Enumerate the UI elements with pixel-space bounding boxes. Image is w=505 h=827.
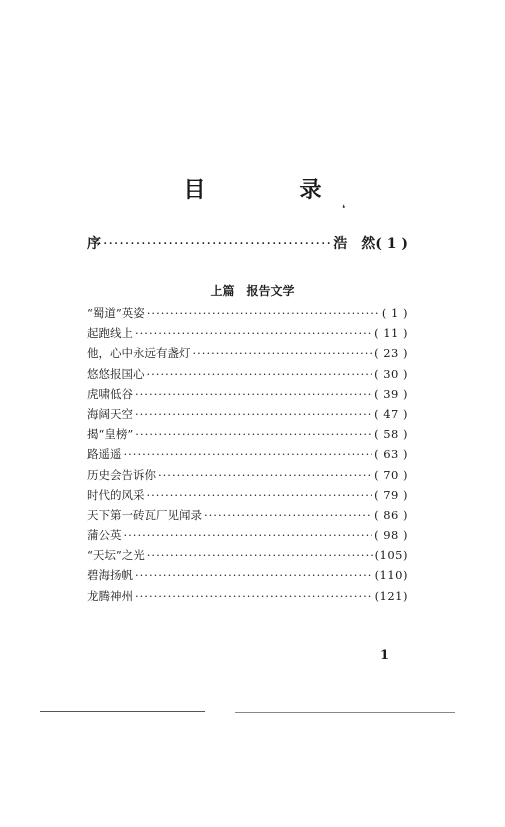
print-speck: ❛ bbox=[342, 204, 346, 215]
toc-entry bbox=[87, 305, 408, 325]
dot-leader bbox=[147, 548, 373, 562]
toc-list bbox=[87, 305, 408, 608]
toc-entry bbox=[87, 547, 408, 567]
dot-leader bbox=[158, 468, 372, 482]
toc-entry-title: 蒲公英 bbox=[87, 528, 122, 543]
page-title: 目 录 bbox=[183, 178, 358, 203]
dot-leader bbox=[147, 488, 373, 502]
toc-entry-page: ( 1 ) bbox=[381, 306, 408, 320]
toc-entry-page: (121) bbox=[374, 588, 408, 603]
dot-leader bbox=[135, 589, 373, 603]
toc-entry-title: 碧海扬帆 bbox=[87, 568, 133, 583]
dot-leader bbox=[135, 407, 372, 421]
bottom-rule bbox=[235, 712, 455, 713]
toc-entry-page: (105) bbox=[374, 548, 408, 563]
toc-entry bbox=[87, 345, 408, 365]
toc-entry-page: ( 58 ) bbox=[374, 427, 408, 442]
dot-leader bbox=[124, 447, 373, 461]
toc-entry-page: ( 98 ) bbox=[374, 528, 408, 543]
dot-leader bbox=[124, 528, 373, 542]
toc-entry-title: 揭“皇榜” bbox=[87, 427, 134, 442]
bottom-rule bbox=[40, 711, 205, 712]
toc-entry-page: ( 47 ) bbox=[374, 406, 408, 421]
toc-entry-title: 历史会告诉你 bbox=[87, 467, 156, 482]
toc-entry bbox=[87, 467, 408, 487]
toc-entry-page: ( 39 ) bbox=[374, 386, 408, 401]
toc-entry bbox=[87, 588, 408, 608]
toc-entry bbox=[87, 386, 408, 406]
toc-entry-page: (110) bbox=[374, 568, 408, 583]
preface-page: ( 1 ) bbox=[375, 236, 408, 252]
dot-leader bbox=[147, 306, 380, 320]
toc-entry-page: ( 86 ) bbox=[374, 507, 408, 522]
dot-leader bbox=[135, 326, 372, 340]
toc-entry bbox=[87, 325, 408, 345]
toc-entry-title: 他，心中永远有盏灯 bbox=[87, 346, 191, 361]
toc-entry-page: ( 30 ) bbox=[374, 366, 408, 381]
toc-entry-title: 起跑线上 bbox=[87, 326, 133, 341]
toc-entry-page: ( 79 ) bbox=[374, 487, 408, 502]
page-number: 1 bbox=[380, 648, 390, 663]
toc-entry bbox=[87, 426, 408, 446]
toc-entry-title: 时代的风采 bbox=[87, 487, 145, 502]
toc-entry bbox=[87, 406, 408, 426]
dot-leader bbox=[135, 568, 373, 582]
toc-entry bbox=[87, 567, 408, 587]
toc-entry bbox=[87, 487, 408, 507]
toc-entry-page: ( 11 ) bbox=[374, 326, 408, 341]
preface-author: 浩 然 bbox=[333, 236, 376, 252]
section-heading: 上篇 报告文学 bbox=[210, 284, 295, 298]
dot-leader bbox=[135, 427, 372, 441]
toc-entry-title: 路遥遥 bbox=[87, 447, 122, 462]
toc-entry-title: “天坛”之光 bbox=[87, 548, 145, 563]
toc-entry bbox=[87, 527, 408, 547]
toc-entry-title: 海阔天空 bbox=[87, 406, 133, 421]
dot-leader bbox=[147, 367, 373, 381]
dot-leader bbox=[193, 346, 373, 360]
toc-entry-title: 虎啸低谷 bbox=[87, 386, 133, 401]
dot-leader bbox=[103, 236, 331, 252]
toc-entry-title: 龙腾神州 bbox=[87, 588, 133, 603]
preface-entry bbox=[87, 233, 408, 253]
toc-entry-page: ( 23 ) bbox=[374, 346, 408, 361]
toc-entry bbox=[87, 446, 408, 466]
toc-entry-page: ( 63 ) bbox=[374, 447, 408, 462]
toc-entry bbox=[87, 507, 408, 527]
dot-leader bbox=[135, 387, 372, 401]
toc-entry bbox=[87, 366, 408, 386]
toc-entry-title: 悠悠报国心 bbox=[87, 366, 145, 381]
toc-entry-page: ( 70 ) bbox=[374, 467, 408, 482]
dot-leader bbox=[204, 508, 372, 522]
toc-entry-title: “蜀道”英姿 bbox=[87, 306, 145, 320]
preface-label: 序 bbox=[87, 236, 101, 252]
toc-entry-title: 天下第一砖瓦厂见闻录 bbox=[87, 507, 202, 522]
